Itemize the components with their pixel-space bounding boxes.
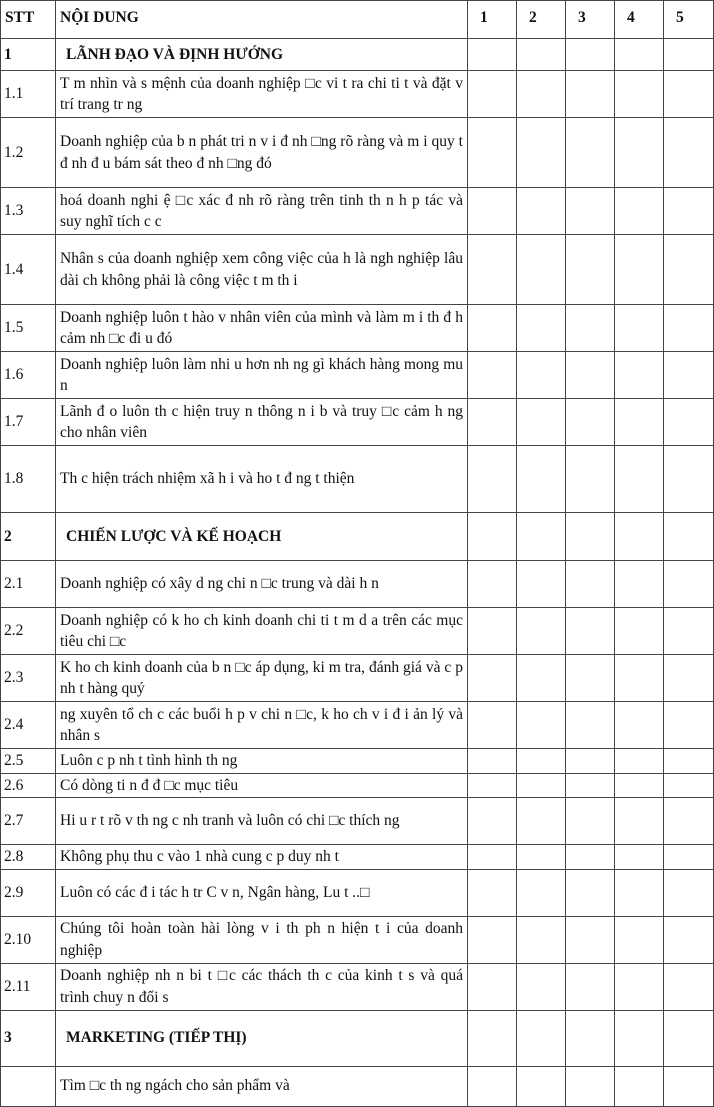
score-cell-5[interactable] [664, 608, 714, 655]
row-number: 1.1 [1, 71, 56, 118]
score-cell-4[interactable] [615, 446, 664, 513]
score-cell-2[interactable] [517, 188, 566, 235]
score-cell-4[interactable] [615, 352, 664, 399]
score-cell-5[interactable] [664, 845, 714, 870]
score-cell-5[interactable] [664, 513, 714, 561]
score-cell-2[interactable] [517, 71, 566, 118]
table-row [1, 305, 714, 352]
row-number: 1 [1, 39, 56, 71]
criterion-text: Doanh nghiệp của b n phát tri n v i đ nh □ng rõ ràng và m i quy t đ nh đ u bám sát theo đ nh □ng đó [56, 118, 468, 188]
score-cell-5[interactable] [664, 916, 714, 963]
score-cell-4[interactable] [615, 845, 664, 870]
section-row [1, 513, 714, 561]
score-cell-2[interactable] [517, 1010, 566, 1066]
score-cell-5[interactable] [664, 1066, 714, 1106]
score-cell-4[interactable] [615, 399, 664, 446]
score-cell-2[interactable] [517, 773, 566, 798]
criterion-text: ng xuyên tổ ch c các buổi h p v chi n □c, k ho ch v i đ i ản lý và nhân s [56, 702, 468, 749]
score-cell-4[interactable] [615, 118, 664, 188]
score-cell-5[interactable] [664, 773, 714, 798]
row-number: 2.5 [1, 749, 56, 774]
score-cell-5[interactable] [664, 561, 714, 608]
score-cell-5[interactable] [664, 749, 714, 774]
score-cell-2[interactable] [517, 561, 566, 608]
header-score-5: 5 [664, 1, 714, 39]
criterion-text: Không phụ thu c vào 1 nhà cung c p duy nh t [56, 845, 468, 870]
score-cell-5[interactable] [664, 655, 714, 702]
score-cell-2[interactable] [517, 655, 566, 702]
score-cell-4[interactable] [615, 869, 664, 916]
table-row [1, 773, 714, 798]
score-cell-1[interactable] [468, 608, 517, 655]
criterion-text: Doanh nghiệp có k ho ch kinh doanh chi ti t m d a trên các mục tiêu chi □c [56, 608, 468, 655]
score-cell-5[interactable] [664, 446, 714, 513]
score-cell-2[interactable] [517, 235, 566, 305]
table-row [1, 749, 714, 774]
score-cell-2[interactable] [517, 608, 566, 655]
table-row [1, 702, 714, 749]
row-number: 1.4 [1, 235, 56, 305]
score-cell-5[interactable] [664, 1010, 714, 1066]
table-row [1, 188, 714, 235]
score-cell-3[interactable] [566, 513, 615, 561]
criterion-text: Lãnh đ o luôn th c hiện truy n thông n i b và truy □c cảm h ng cho nhân viên [56, 399, 468, 446]
criterion-text: Chúng tôi hoàn toàn hài lòng v i th ph n hiện t i của doanh nghiệp [56, 916, 468, 963]
score-cell-2[interactable] [517, 446, 566, 513]
criterion-text: Doanh nghiệp luôn làm nhi u hơn nh ng gì khách hàng mong mu n [56, 352, 468, 399]
table-row [1, 655, 714, 702]
score-cell-4[interactable] [615, 773, 664, 798]
section-row [1, 39, 714, 71]
score-cell-2[interactable] [517, 916, 566, 963]
score-cell-3[interactable] [566, 188, 615, 235]
criterion-text: Th c hiện trách nhiệm xã h i và ho t đ ng t thiện [56, 446, 468, 513]
score-cell-1[interactable] [468, 749, 517, 774]
score-cell-1[interactable] [468, 39, 517, 71]
table-row [1, 845, 714, 870]
criterion-text: T m nhìn và s mệnh của doanh nghiệp □c vi t ra chi ti t và đặt v trí trang tr ng [56, 71, 468, 118]
section-title: CHIẾN LƯỢC VÀ KẾ HOẠCH [56, 513, 468, 561]
score-cell-2[interactable] [517, 963, 566, 1010]
score-cell-5[interactable] [664, 963, 714, 1010]
score-cell-1[interactable] [468, 702, 517, 749]
score-cell-5[interactable] [664, 305, 714, 352]
row-number: 2.4 [1, 702, 56, 749]
score-cell-4[interactable] [615, 655, 664, 702]
score-cell-1[interactable] [468, 352, 517, 399]
score-cell-2[interactable] [517, 845, 566, 870]
score-cell-1[interactable] [468, 446, 517, 513]
score-cell-3[interactable] [566, 608, 615, 655]
score-cell-5[interactable] [664, 869, 714, 916]
score-cell-5[interactable] [664, 235, 714, 305]
score-cell-1[interactable] [468, 71, 517, 118]
score-cell-1[interactable] [468, 305, 517, 352]
table-row [1, 235, 714, 305]
table-row [1, 608, 714, 655]
table-row [1, 118, 714, 188]
row-number: 3 [1, 1010, 56, 1066]
score-cell-5[interactable] [664, 399, 714, 446]
row-number: 2 [1, 513, 56, 561]
score-cell-3[interactable] [566, 305, 615, 352]
score-cell-5[interactable] [664, 188, 714, 235]
criterion-text: Tìm □c th ng ngách cho sản phẩm và [56, 1066, 468, 1106]
header-stt: STT [1, 1, 56, 39]
score-cell-1[interactable] [468, 561, 517, 608]
row-number: 2.7 [1, 798, 56, 845]
score-cell-2[interactable] [517, 749, 566, 774]
score-cell-4[interactable] [615, 702, 664, 749]
criterion-text: Luôn có các đ i tác h tr C v n, Ngân hàng, Lu t ..□ [56, 869, 468, 916]
score-cell-2[interactable] [517, 118, 566, 188]
score-cell-2[interactable] [517, 702, 566, 749]
score-cell-3[interactable] [566, 352, 615, 399]
score-cell-3[interactable] [566, 71, 615, 118]
header-score-4: 4 [615, 1, 664, 39]
score-cell-4[interactable] [615, 749, 664, 774]
criterion-text: Doanh nghiệp luôn t hào v nhân viên của mình và làm m i th đ h cảm nh □c đi u đó [56, 305, 468, 352]
table-row [1, 916, 714, 963]
score-cell-1[interactable] [468, 916, 517, 963]
row-number: 2.3 [1, 655, 56, 702]
table-row [1, 71, 714, 118]
score-cell-5[interactable] [664, 71, 714, 118]
score-cell-3[interactable] [566, 702, 615, 749]
score-cell-5[interactable] [664, 352, 714, 399]
section-row [1, 1010, 714, 1066]
score-cell-1[interactable] [468, 188, 517, 235]
score-cell-4[interactable] [615, 798, 664, 845]
score-cell-5[interactable] [664, 118, 714, 188]
table-row [1, 869, 714, 916]
table-row [1, 798, 714, 845]
criterion-text: Doanh nghiệp nh n bi t □c các thách th c của kinh t s và quá trình chuy n đổi s [56, 963, 468, 1010]
score-cell-1[interactable] [468, 845, 517, 870]
score-cell-3[interactable] [566, 869, 615, 916]
section-title: LÃNH ĐẠO VÀ ĐỊNH HƯỚNG [56, 39, 468, 71]
criterion-text: Doanh nghiệp có xây d ng chi n □c trung và dài h n [56, 561, 468, 608]
row-number: 1.3 [1, 188, 56, 235]
table-row [1, 352, 714, 399]
score-cell-3[interactable] [566, 1066, 615, 1106]
row-number: 2.11 [1, 963, 56, 1010]
score-cell-5[interactable] [664, 702, 714, 749]
row-number: 2.6 [1, 773, 56, 798]
score-cell-3[interactable] [566, 446, 615, 513]
header-score-2: 2 [517, 1, 566, 39]
score-cell-2[interactable] [517, 1066, 566, 1106]
table-row [1, 963, 714, 1010]
score-cell-4[interactable] [615, 188, 664, 235]
table-row [1, 1066, 714, 1106]
table-header-row [1, 1, 714, 39]
criterion-text: Nhân s của doanh nghiệp xem công việc của h là ngh nghiệp lâu dài ch không phải là công việc t m th i [56, 235, 468, 305]
section-title: MARKETING (TIẾP THỊ) [56, 1010, 468, 1066]
score-cell-3[interactable] [566, 963, 615, 1010]
score-cell-2[interactable] [517, 399, 566, 446]
score-cell-2[interactable] [517, 869, 566, 916]
score-cell-5[interactable] [664, 798, 714, 845]
score-cell-3[interactable] [566, 655, 615, 702]
score-cell-2[interactable] [517, 305, 566, 352]
score-cell-4[interactable] [615, 1010, 664, 1066]
header-score-1: 1 [468, 1, 517, 39]
score-cell-1[interactable] [468, 1066, 517, 1106]
criterion-text: Có dòng ti n đ đ □c mục tiêu [56, 773, 468, 798]
score-cell-1[interactable] [468, 869, 517, 916]
score-cell-4[interactable] [615, 963, 664, 1010]
row-number: 1.5 [1, 305, 56, 352]
score-cell-1[interactable] [468, 513, 517, 561]
score-cell-3[interactable] [566, 749, 615, 774]
header-score-3: 3 [566, 1, 615, 39]
criterion-text: Luôn c p nh t tình hình th ng [56, 749, 468, 774]
score-cell-1[interactable] [468, 235, 517, 305]
row-number: 1.2 [1, 118, 56, 188]
score-cell-4[interactable] [615, 608, 664, 655]
row-number: 1.6 [1, 352, 56, 399]
score-cell-4[interactable] [615, 71, 664, 118]
score-cell-1[interactable] [468, 399, 517, 446]
score-cell-4[interactable] [615, 39, 664, 71]
score-cell-3[interactable] [566, 561, 615, 608]
score-cell-3[interactable] [566, 916, 615, 963]
score-cell-3[interactable] [566, 773, 615, 798]
row-number: 2.8 [1, 845, 56, 870]
score-cell-3[interactable] [566, 118, 615, 188]
table-row [1, 399, 714, 446]
score-cell-2[interactable] [517, 352, 566, 399]
score-cell-4[interactable] [615, 916, 664, 963]
score-cell-1[interactable] [468, 963, 517, 1010]
row-number: 1.7 [1, 399, 56, 446]
criterion-text: Hi u r t rõ v th ng c nh tranh và luôn có chi □c thích ng [56, 798, 468, 845]
score-cell-2[interactable] [517, 798, 566, 845]
score-cell-3[interactable] [566, 798, 615, 845]
score-cell-4[interactable] [615, 513, 664, 561]
table-row [1, 446, 714, 513]
score-cell-3[interactable] [566, 235, 615, 305]
score-cell-5[interactable] [664, 39, 714, 71]
row-number [1, 1066, 56, 1106]
table-row [1, 561, 714, 608]
score-cell-1[interactable] [468, 798, 517, 845]
score-cell-3[interactable] [566, 399, 615, 446]
row-number: 2.10 [1, 916, 56, 963]
criterion-text: K ho ch kinh doanh của b n □c áp dụng, ki m tra, đánh giá và c p nh t hàng quý [56, 655, 468, 702]
row-number: 2.1 [1, 561, 56, 608]
score-cell-2[interactable] [517, 513, 566, 561]
criterion-text: hoá doanh nghi ệ □c xác đ nh rõ ràng trên tinh th n h p tác và suy nghĩ tích c c [56, 188, 468, 235]
row-number: 2.9 [1, 869, 56, 916]
header-content: NỘI DUNG [56, 1, 468, 39]
score-cell-4[interactable] [615, 235, 664, 305]
score-cell-1[interactable] [468, 1010, 517, 1066]
score-cell-2[interactable] [517, 39, 566, 71]
score-cell-4[interactable] [615, 561, 664, 608]
row-number: 1.8 [1, 446, 56, 513]
score-cell-3[interactable] [566, 39, 615, 71]
score-cell-1[interactable] [468, 118, 517, 188]
score-cell-3[interactable] [566, 1010, 615, 1066]
score-cell-1[interactable] [468, 655, 517, 702]
score-cell-4[interactable] [615, 1066, 664, 1106]
score-cell-1[interactable] [468, 773, 517, 798]
row-number: 2.2 [1, 608, 56, 655]
score-cell-3[interactable] [566, 845, 615, 870]
score-cell-4[interactable] [615, 305, 664, 352]
